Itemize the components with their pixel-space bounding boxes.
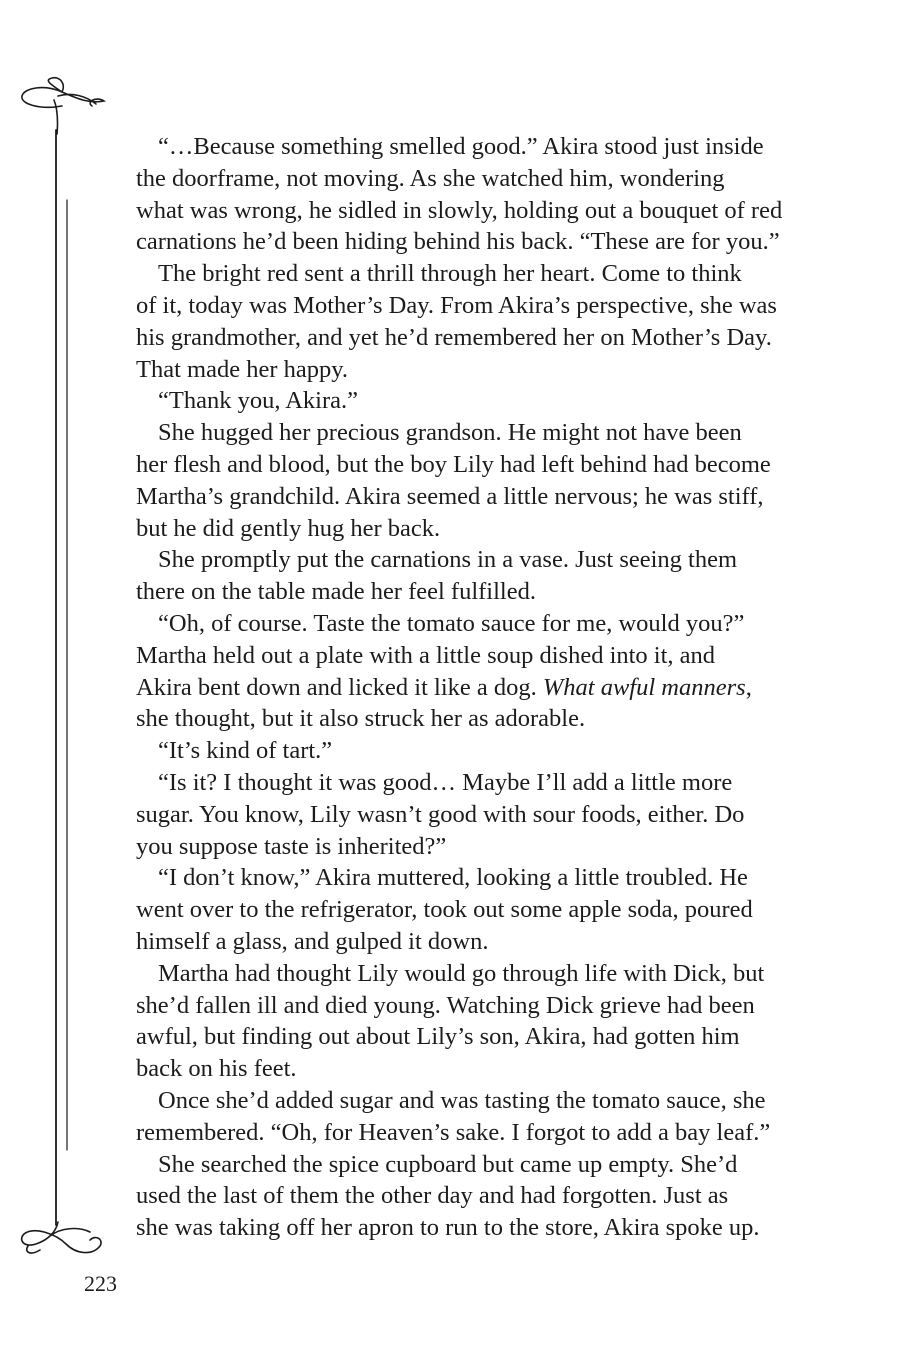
paragraph-12 (136, 1149, 816, 1244)
text-line: Martha had thought Lily would go through life with Dick, but (158, 959, 765, 987)
text-line: carnations he’d been hiding behind his back. “These are for you.” (136, 228, 780, 256)
text-line: his grandmother, and yet he’d remembered her on Mother’s Day. (136, 323, 772, 351)
text-line: remembered. “Oh, for Heaven’s sake. I forgot to add a bay leaf.” (136, 1118, 771, 1146)
italic-phrase: What awful manners (542, 673, 746, 701)
text-line: “Oh, of course. Taste the tomato sauce for me, would you?” (158, 609, 745, 637)
text-line: “I don’t know,” Akira muttered, looking a little troubled. He (158, 864, 748, 892)
text-line: She hugged her precious grandson. He might not have been (158, 419, 742, 447)
paragraph-11 (136, 1085, 816, 1149)
text-line: what was wrong, he sidled in slowly, holding out a bouquet of red (136, 196, 783, 224)
text-line: there on the table made her feel fulfilled. (136, 578, 536, 606)
body-text (136, 131, 816, 1244)
text-line: “Is it? I thought it was good… Maybe I’ll add a little more (158, 768, 733, 796)
paragraph-6 (136, 608, 816, 735)
text-line: sugar. You know, Lily wasn’t good with sour foods, either. Do (136, 800, 745, 828)
paragraph-10 (136, 958, 816, 1085)
paragraph-3 (136, 385, 816, 417)
text-line: her flesh and blood, but the boy Lily had left behind had become (136, 450, 771, 478)
paragraph-5 (136, 544, 816, 608)
text-line: She searched the spice cupboard but came up empty. She’d (158, 1150, 738, 1178)
paragraph-1 (136, 131, 816, 258)
text-line: “It’s kind of tart.” (158, 737, 333, 765)
text-line: “…Because something smelled good.” Akira stood just inside (158, 133, 764, 160)
page-number: 223 (84, 1271, 117, 1296)
paragraph-9 (136, 862, 816, 957)
text-line: The bright red sent a thrill through her heart. Come to think (158, 260, 742, 288)
text-line: she was taking off her apron to run to the store, Akira spoke up. (136, 1214, 760, 1242)
text-line: himself a glass, and gulped it down. (136, 927, 489, 955)
text-line: Martha held out a plate with a little soup dished into it, and (136, 641, 716, 669)
text-fragment: , (745, 673, 752, 701)
text-line: Martha’s grandchild. Akira seemed a little nervous; he was stiff, (136, 482, 764, 510)
text-line: back on his feet. (136, 1055, 297, 1083)
paragraph-8 (136, 767, 816, 862)
text-line: of it, today was Mother’s Day. From Akira’s perspective, she was (136, 291, 777, 319)
paragraph-2 (136, 258, 816, 385)
text-line: That made her happy. (136, 355, 349, 383)
text-fragment: Akira bent down and licked it like a dog. (136, 673, 543, 701)
text-line: the doorframe, not moving. As she watched him, wondering (136, 164, 725, 192)
text-line: she’d fallen ill and died young. Watching Dick grieve had been (136, 991, 755, 1019)
text-line: you suppose taste is inherited?” (136, 832, 447, 860)
text-line: awful, but finding out about Lily’s son, Akira, had gotten him (136, 1023, 740, 1051)
text-line: Once she’d added sugar and was tasting the tomato sauce, she (158, 1086, 766, 1114)
paragraph-7 (136, 735, 816, 767)
text-line: she thought, but it also struck her as adorable. (136, 705, 586, 733)
text-line: “Thank you, Akira.” (158, 387, 359, 415)
bottom-flourish-icon (22, 1222, 101, 1253)
text-line: She promptly put the carnations in a vase. Just seeing them (158, 546, 738, 574)
text-line-with-italic (114, 672, 816, 704)
text-line: but he did gently hug her back. (136, 514, 441, 542)
paragraph-4 (136, 417, 816, 544)
text-line: went over to the refrigerator, took out some apple soda, poured (136, 896, 753, 924)
top-flourish-icon (22, 78, 104, 108)
text-line: used the last of them the other day and had forgotten. Just as (136, 1182, 729, 1210)
